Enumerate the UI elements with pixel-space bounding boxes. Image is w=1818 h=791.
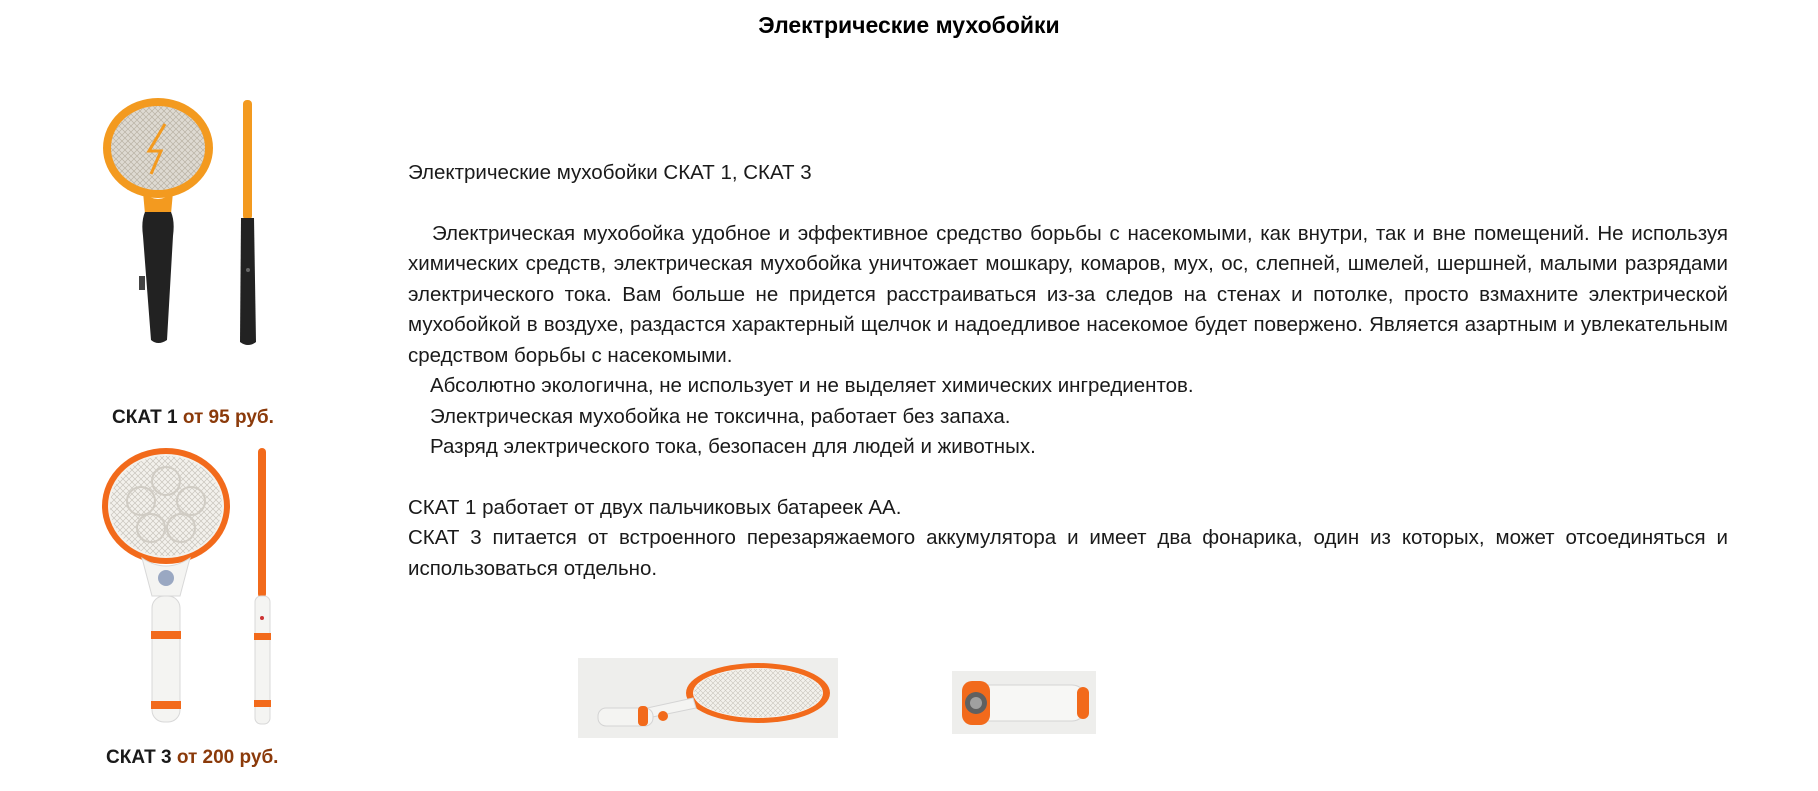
skat1-racket-side-image (230, 100, 265, 346)
detachable-flashlight-image (952, 671, 1096, 734)
description-block (408, 158, 1728, 584)
skat1-racket-front-image (95, 96, 225, 346)
description-subtitle: Электрические мухобойки СКАТ 1, СКАТ 3 (408, 161, 812, 184)
skat3-racket-side-image (245, 448, 280, 728)
skat1-price: от 95 руб. (182, 407, 274, 428)
skat3-price: от 200 руб. (176, 747, 279, 768)
skat1-caption (112, 407, 274, 429)
feature-item: Абсолютно экологична, не использует и не выделяет химических ингредиентов. (430, 374, 1194, 397)
skat3-note: СКАТ 3 питается от встроенного перезаряжаемого аккумулятора и имеет два фонарика, один из которых, может отсоединяться и использоваться отдельно. (408, 526, 1728, 580)
skat3-name: СКАТ 3 (106, 747, 172, 768)
skat3-racket-with-flashlight-image (578, 658, 838, 738)
skat1-name: СКАТ 1 (112, 407, 178, 428)
skat1-note: СКАТ 1 работает от двух пальчиковых батареек АА. (408, 495, 902, 519)
feature-item: Электрическая мухобойка не токсична, работает без запаха. (430, 404, 1011, 428)
page-title: Электрические мухобойки (758, 12, 1060, 38)
description-intro: Электрическая мухобойка удобное и эффективное средство борьбы с насекомыми, как внутри, так и вне помещений. Не используя химических средств, электрическая мухобойка уничтожает мошкару, комаров, мух, ос, слепней, шмелей, шершней, малыми разрядами электрического тока. Вам больше не придется расстраиваться из-за следов на стенах и потолке, просто взмахните электрической мухобойкой в воздухе, раздастся характерный щелчок и надоедливое насекомое будет повержено. Является азартным и увлекательным средством борьбы с насекомыми. (408, 221, 1728, 367)
feature-item: Разряд электрического тока, безопасен для людей и животных. (430, 435, 1036, 458)
skat3-caption (106, 747, 278, 769)
skat3-racket-front-image (96, 446, 241, 728)
